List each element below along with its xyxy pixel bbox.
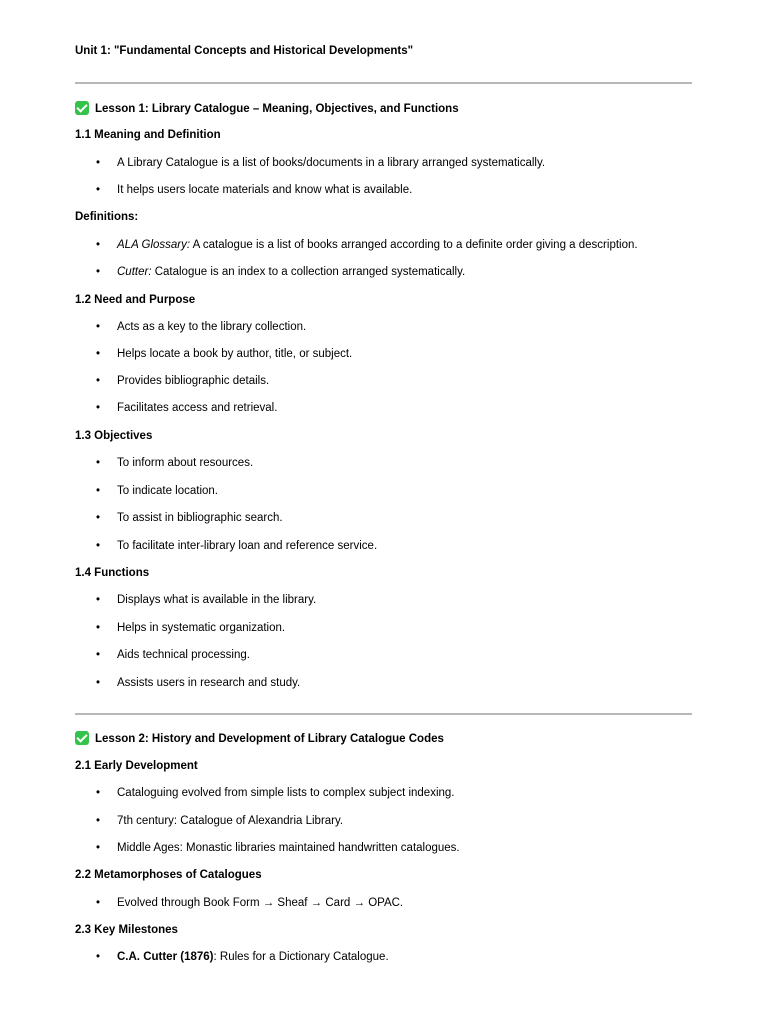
check-mark-icon bbox=[75, 101, 89, 115]
term: Cutter: bbox=[117, 266, 152, 278]
divider bbox=[75, 713, 692, 715]
bullet-icon: • bbox=[96, 457, 101, 469]
bullet-icon: • bbox=[96, 375, 101, 387]
bullet-icon: • bbox=[96, 348, 101, 360]
list-item: To inform about resources. bbox=[117, 457, 254, 469]
milestone-term: C.A. Cutter (1876) bbox=[117, 951, 214, 963]
bullet-icon: • bbox=[96, 842, 101, 854]
divider bbox=[75, 82, 692, 84]
lesson1-title: Lesson 1: Library Catalogue – Meaning, Objectives, and Functions bbox=[95, 103, 459, 115]
list-item: 7th century: Catalogue of Alexandria Library. bbox=[117, 815, 344, 827]
list-item: Acts as a key to the library collection. bbox=[117, 321, 307, 333]
milestone-text: : Rules for a Dictionary Catalogue. bbox=[213, 951, 389, 963]
list-item bbox=[117, 950, 389, 964]
list-item: To facilitate inter-library loan and reference service. bbox=[117, 540, 378, 552]
list-item: To assist in bibliographic search. bbox=[117, 512, 283, 524]
section-heading: 2.1 Early Development bbox=[75, 760, 198, 772]
bullet-icon: • bbox=[96, 184, 101, 196]
list-item: Helps in systematic organization. bbox=[117, 622, 286, 634]
lesson1-title-row bbox=[75, 101, 459, 116]
lesson2-title-row bbox=[75, 731, 444, 746]
list-item: Cataloguing evolved from simple lists to complex subject indexing. bbox=[117, 787, 455, 799]
bullet-icon: • bbox=[96, 157, 101, 169]
list-item: It helps users locate materials and know what is available. bbox=[117, 184, 413, 196]
list-item: Displays what is available in the library. bbox=[117, 594, 317, 606]
section-heading: 2.3 Key Milestones bbox=[75, 924, 178, 936]
lesson2-title: Lesson 2: History and Development of Library Catalogue Codes bbox=[95, 733, 444, 745]
bullet-icon: • bbox=[96, 402, 101, 414]
list-item: A Library Catalogue is a list of books/documents in a library arranged systematically. bbox=[117, 157, 546, 169]
bullet-icon: • bbox=[96, 266, 101, 278]
list-item bbox=[117, 238, 638, 252]
bullet-icon: • bbox=[96, 512, 101, 524]
bullet-icon: • bbox=[96, 897, 101, 909]
bullet-icon: • bbox=[96, 239, 101, 251]
definition-text: A catalogue is a list of books arranged according to a definite order giving a description. bbox=[190, 239, 638, 251]
list-item: Facilitates access and retrieval. bbox=[117, 402, 278, 414]
section-heading: 1.2 Need and Purpose bbox=[75, 294, 196, 306]
list-item bbox=[117, 265, 465, 279]
bullet-icon: • bbox=[96, 677, 101, 689]
list-item: Middle Ages: Monastic libraries maintained handwritten catalogues. bbox=[117, 842, 460, 854]
section-heading: Definitions: bbox=[75, 211, 139, 223]
unit-title: Unit 1: "Fundamental Concepts and Historical Developments" bbox=[75, 45, 414, 57]
bullet-icon: • bbox=[96, 815, 101, 827]
bullet-icon: • bbox=[96, 485, 101, 497]
definition-text: Catalogue is an index to a collection arranged systematically. bbox=[151, 266, 466, 278]
section-heading: 1.3 Objectives bbox=[75, 430, 153, 442]
list-item: Helps locate a book by author, title, or subject. bbox=[117, 348, 353, 360]
bullet-icon: • bbox=[96, 787, 101, 799]
list-item: To indicate location. bbox=[117, 485, 219, 497]
list-item: Evolved through Book Form → Sheaf → Card → OPAC. bbox=[117, 897, 404, 909]
list-item: Provides bibliographic details. bbox=[117, 375, 270, 387]
list-item: Aids technical processing. bbox=[117, 649, 250, 661]
section-heading: 2.2 Metamorphoses of Catalogues bbox=[75, 869, 262, 881]
term: ALA Glossary: bbox=[117, 239, 191, 251]
section-heading: 1.1 Meaning and Definition bbox=[75, 129, 221, 141]
bullet-icon: • bbox=[96, 622, 101, 634]
check-mark-icon bbox=[75, 731, 89, 745]
bullet-icon: • bbox=[96, 649, 101, 661]
bullet-icon: • bbox=[96, 321, 101, 333]
section-heading: 1.4 Functions bbox=[75, 567, 150, 579]
bullet-icon: • bbox=[96, 951, 101, 963]
bullet-icon: • bbox=[96, 540, 101, 552]
list-item: Assists users in research and study. bbox=[117, 677, 301, 689]
bullet-icon: • bbox=[96, 594, 101, 606]
